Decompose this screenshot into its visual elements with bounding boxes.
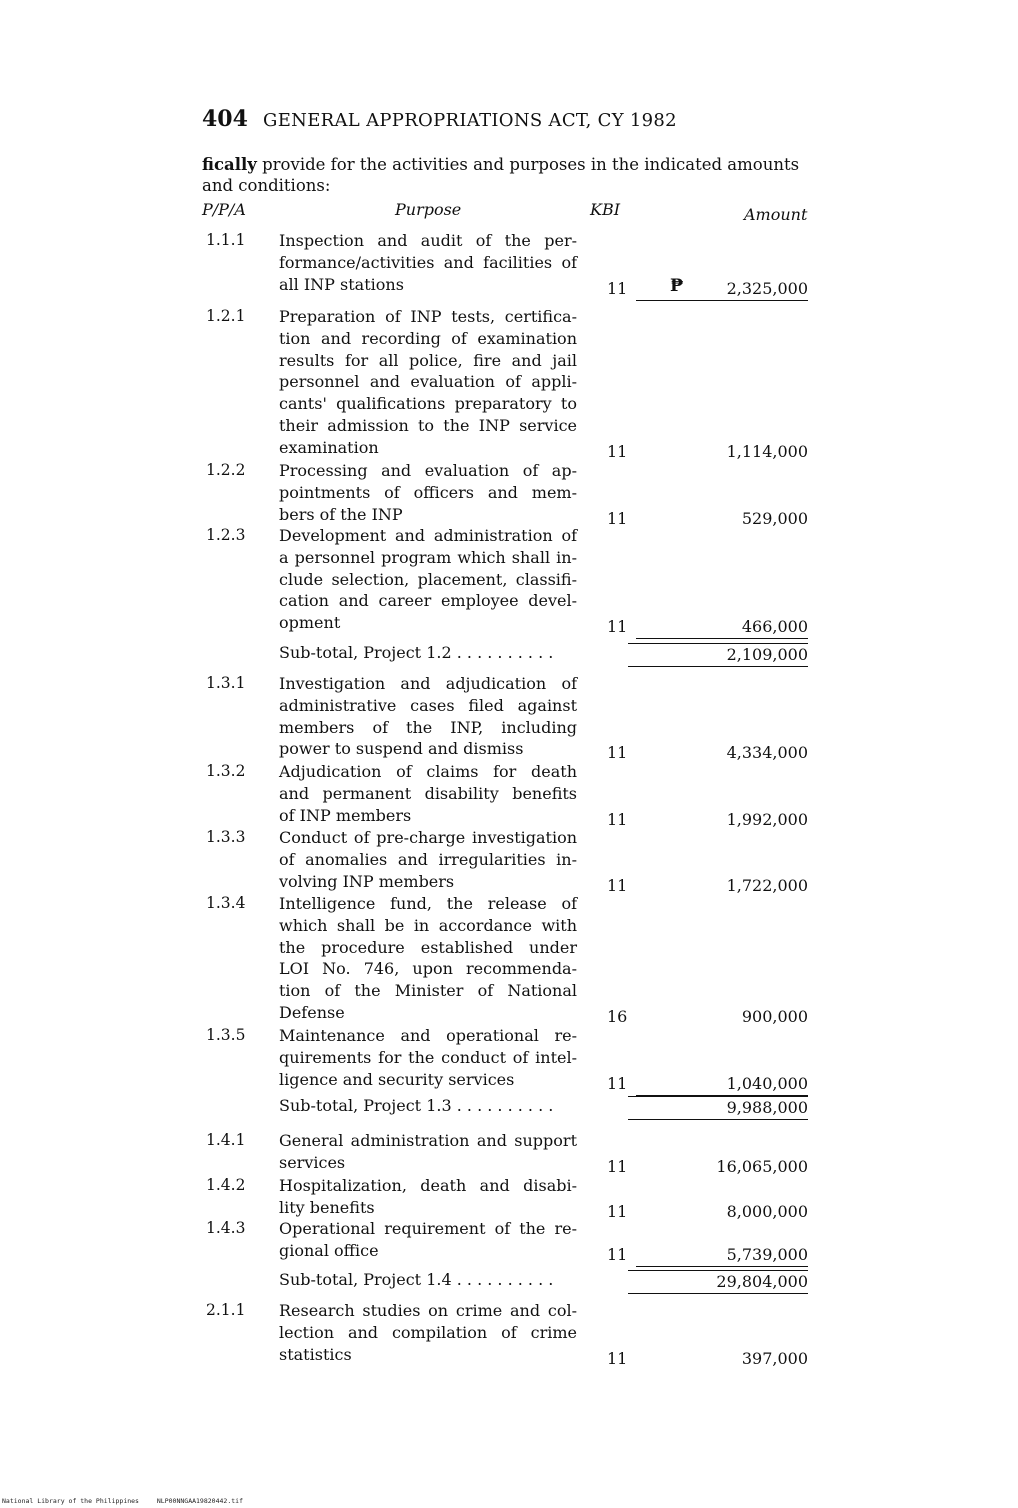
item-amount: 529,000 — [741, 508, 808, 528]
item-amount: 1,114,000 — [726, 441, 808, 461]
item-purpose-line: Adjudication of claims for death — [279, 762, 577, 781]
item-purpose-line: opment — [279, 613, 341, 633]
item-purpose-line: quirements for the conduct of intel- — [279, 1047, 577, 1067]
item-purpose-line: members of the INP, including — [279, 717, 577, 737]
item-amount: 1,722,000 — [726, 875, 808, 895]
item-purpose-line: and permanent disability benefits — [279, 783, 577, 803]
item-amount: 466,000 — [741, 617, 808, 637]
footer-library: National Library of the Philippines — [2, 1497, 139, 1505]
item-amount: 4,334,000 — [726, 743, 808, 763]
subtotal-bottom-rule — [628, 666, 808, 667]
subtotal-amount: 9,988,000 — [726, 1098, 808, 1117]
item-purpose-line: formance/activities and facilities of — [279, 252, 577, 272]
item-code: 1.4.2 — [206, 1176, 246, 1194]
item-code: 1.2.1 — [206, 307, 246, 325]
subtotal-label: Sub-total, Project 1.4 . . . . . . . . . . — [279, 1270, 554, 1289]
page-number: 404 — [202, 106, 248, 132]
item-purpose-line: lection and compilation of crime — [279, 1322, 577, 1342]
item-kbi: 16 — [607, 1007, 628, 1026]
item-code: 1.2.2 — [206, 461, 246, 479]
item-purpose-line: gional office — [279, 1240, 379, 1260]
item-purpose-line: examination — [279, 437, 379, 457]
page-header — [202, 106, 677, 132]
item-purpose-line: personnel and evaluation of appli- — [279, 372, 577, 392]
intro-text: provide for the activities and purposes in the indicated amounts — [262, 155, 800, 174]
item-kbi: 11 — [607, 1244, 628, 1264]
item-amount: 900,000 — [741, 1007, 808, 1026]
item-purpose-line: General administration and support — [279, 1131, 577, 1150]
item-amount: 397,000 — [741, 1348, 808, 1368]
subtotal-label: Sub-total, Project 1.2 . . . . . . . . . . — [279, 643, 554, 662]
item-code: 1.3.2 — [206, 762, 246, 780]
item-code: 1.3.3 — [206, 828, 246, 846]
item-kbi: 11 — [607, 875, 628, 895]
item-purpose-line: results for all police, fire and jail — [279, 350, 577, 370]
subtotal-label: Sub-total, Project 1.3 . . . . . . . . . . — [279, 1096, 554, 1115]
item-purpose-line: of anomalies and irregularities in- — [279, 849, 577, 869]
col-header-amount: Amount — [744, 205, 808, 224]
item-purpose-line: bers of the INP — [279, 504, 403, 524]
item-purpose-line: Research studies on crime and col- — [279, 1301, 577, 1320]
item-amount: 2,325,000 — [726, 278, 808, 298]
item-amount: 8,000,000 — [726, 1201, 808, 1221]
item-code: 1.2.3 — [206, 526, 246, 544]
item-kbi: 11 — [607, 1156, 628, 1176]
item-code: 1.3.5 — [206, 1026, 246, 1044]
item-purpose-line: Hospitalization, death and disabi- — [279, 1176, 577, 1195]
subtotal-bottom-rule — [628, 1119, 808, 1120]
page-title: GENERAL APPROPRIATIONS ACT, CY 1982 — [263, 110, 677, 131]
intro-bold: fically — [202, 155, 257, 174]
col-header-ppa: P/P/A — [202, 200, 246, 219]
item-purpose-line: LOI No. 746, upon recommenda- — [279, 959, 577, 979]
item-code: 1.3.1 — [206, 674, 246, 692]
amount-underline — [636, 1266, 808, 1267]
item-purpose-line: cants' qualifications preparatory to — [279, 394, 577, 414]
item-purpose-line: Inspection and audit of the per- — [279, 231, 577, 250]
item-kbi: 11 — [607, 617, 628, 637]
item-purpose-line: volving INP members — [279, 871, 455, 891]
intro-text-2: and conditions: — [202, 176, 331, 195]
item-purpose-line: tion and recording of examination — [279, 328, 577, 348]
item-purpose-line: Intelligence fund, the release of — [279, 894, 577, 913]
item-purpose-line: services — [279, 1152, 346, 1172]
item-code: 2.1.1 — [206, 1301, 246, 1319]
item-purpose-line: Conduct of pre-charge investigation — [279, 828, 577, 847]
item-purpose-line: Development and administration of — [279, 526, 577, 545]
subtotal-amount: 2,109,000 — [726, 645, 808, 664]
peso-sign: ₱ — [670, 276, 684, 296]
item-purpose-line: Preparation of INP tests, certifica- — [279, 307, 577, 326]
item-purpose-line: pointments of officers and mem- — [279, 482, 577, 502]
item-kbi: 11 — [607, 1073, 628, 1093]
item-purpose-line: which shall be in accordance with — [279, 915, 577, 935]
scan-footer — [2, 1497, 257, 1505]
item-purpose-line: of INP members — [279, 805, 412, 825]
item-code: 1.1.1 — [206, 231, 246, 249]
item-kbi: 11 — [607, 809, 628, 829]
item-purpose-line: Investigation and adjudication of — [279, 674, 577, 693]
item-purpose-line: a personnel program which shall in- — [279, 547, 577, 567]
item-amount: 16,065,000 — [716, 1156, 808, 1176]
subtotal-top-rule — [628, 643, 808, 644]
item-kbi: 11 — [607, 743, 628, 763]
item-purpose-line: Processing and evaluation of ap- — [279, 461, 577, 480]
item-purpose-line: Maintenance and operational re- — [279, 1026, 577, 1045]
intro-paragraph — [202, 154, 812, 196]
amount-underline — [636, 300, 808, 301]
item-purpose-line: administrative cases filed against — [279, 695, 577, 715]
item-purpose-line: tion of the Minister of National — [279, 981, 577, 1001]
subtotal-bottom-rule — [628, 1293, 808, 1294]
item-purpose-line: the procedure established under — [279, 937, 577, 957]
item-kbi: 11 — [607, 278, 628, 298]
item-purpose-line: ligence and security services — [279, 1069, 515, 1089]
item-purpose-line: Operational requirement of the re- — [279, 1219, 577, 1238]
item-purpose-line: lity benefits — [279, 1197, 375, 1217]
item-code: 1.4.1 — [206, 1131, 246, 1149]
col-header-kbi: KBI — [590, 200, 621, 219]
item-amount: 1,992,000 — [726, 809, 808, 829]
item-purpose-line: all INP stations — [279, 274, 404, 294]
subtotal-amount: 29,804,000 — [716, 1272, 808, 1291]
item-purpose-line: power to suspend and dismiss — [279, 739, 524, 759]
item-code: 1.3.4 — [206, 894, 246, 912]
item-code: 1.4.3 — [206, 1219, 246, 1237]
item-purpose-line: clude selection, placement, classifi- — [279, 569, 577, 589]
item-purpose-line: cation and career employee devel- — [279, 591, 577, 611]
item-purpose-line: their admission to the INP service — [279, 416, 577, 435]
item-amount: 1,040,000 — [726, 1073, 808, 1093]
item-kbi: 11 — [607, 1348, 628, 1368]
subtotal-top-rule — [628, 1096, 808, 1097]
item-kbi: 11 — [607, 1201, 628, 1221]
amount-underline — [636, 638, 808, 639]
subtotal-top-rule — [628, 1270, 808, 1271]
footer-file: NLP00NNGAA19820442.tif — [156, 1497, 243, 1505]
item-amount: 5,739,000 — [726, 1244, 808, 1264]
col-header-purpose: Purpose — [395, 200, 462, 219]
item-purpose-line: Defense — [279, 1003, 345, 1022]
item-kbi: 11 — [607, 508, 628, 528]
item-kbi: 11 — [607, 441, 628, 461]
item-purpose-line: statistics — [279, 1344, 352, 1364]
